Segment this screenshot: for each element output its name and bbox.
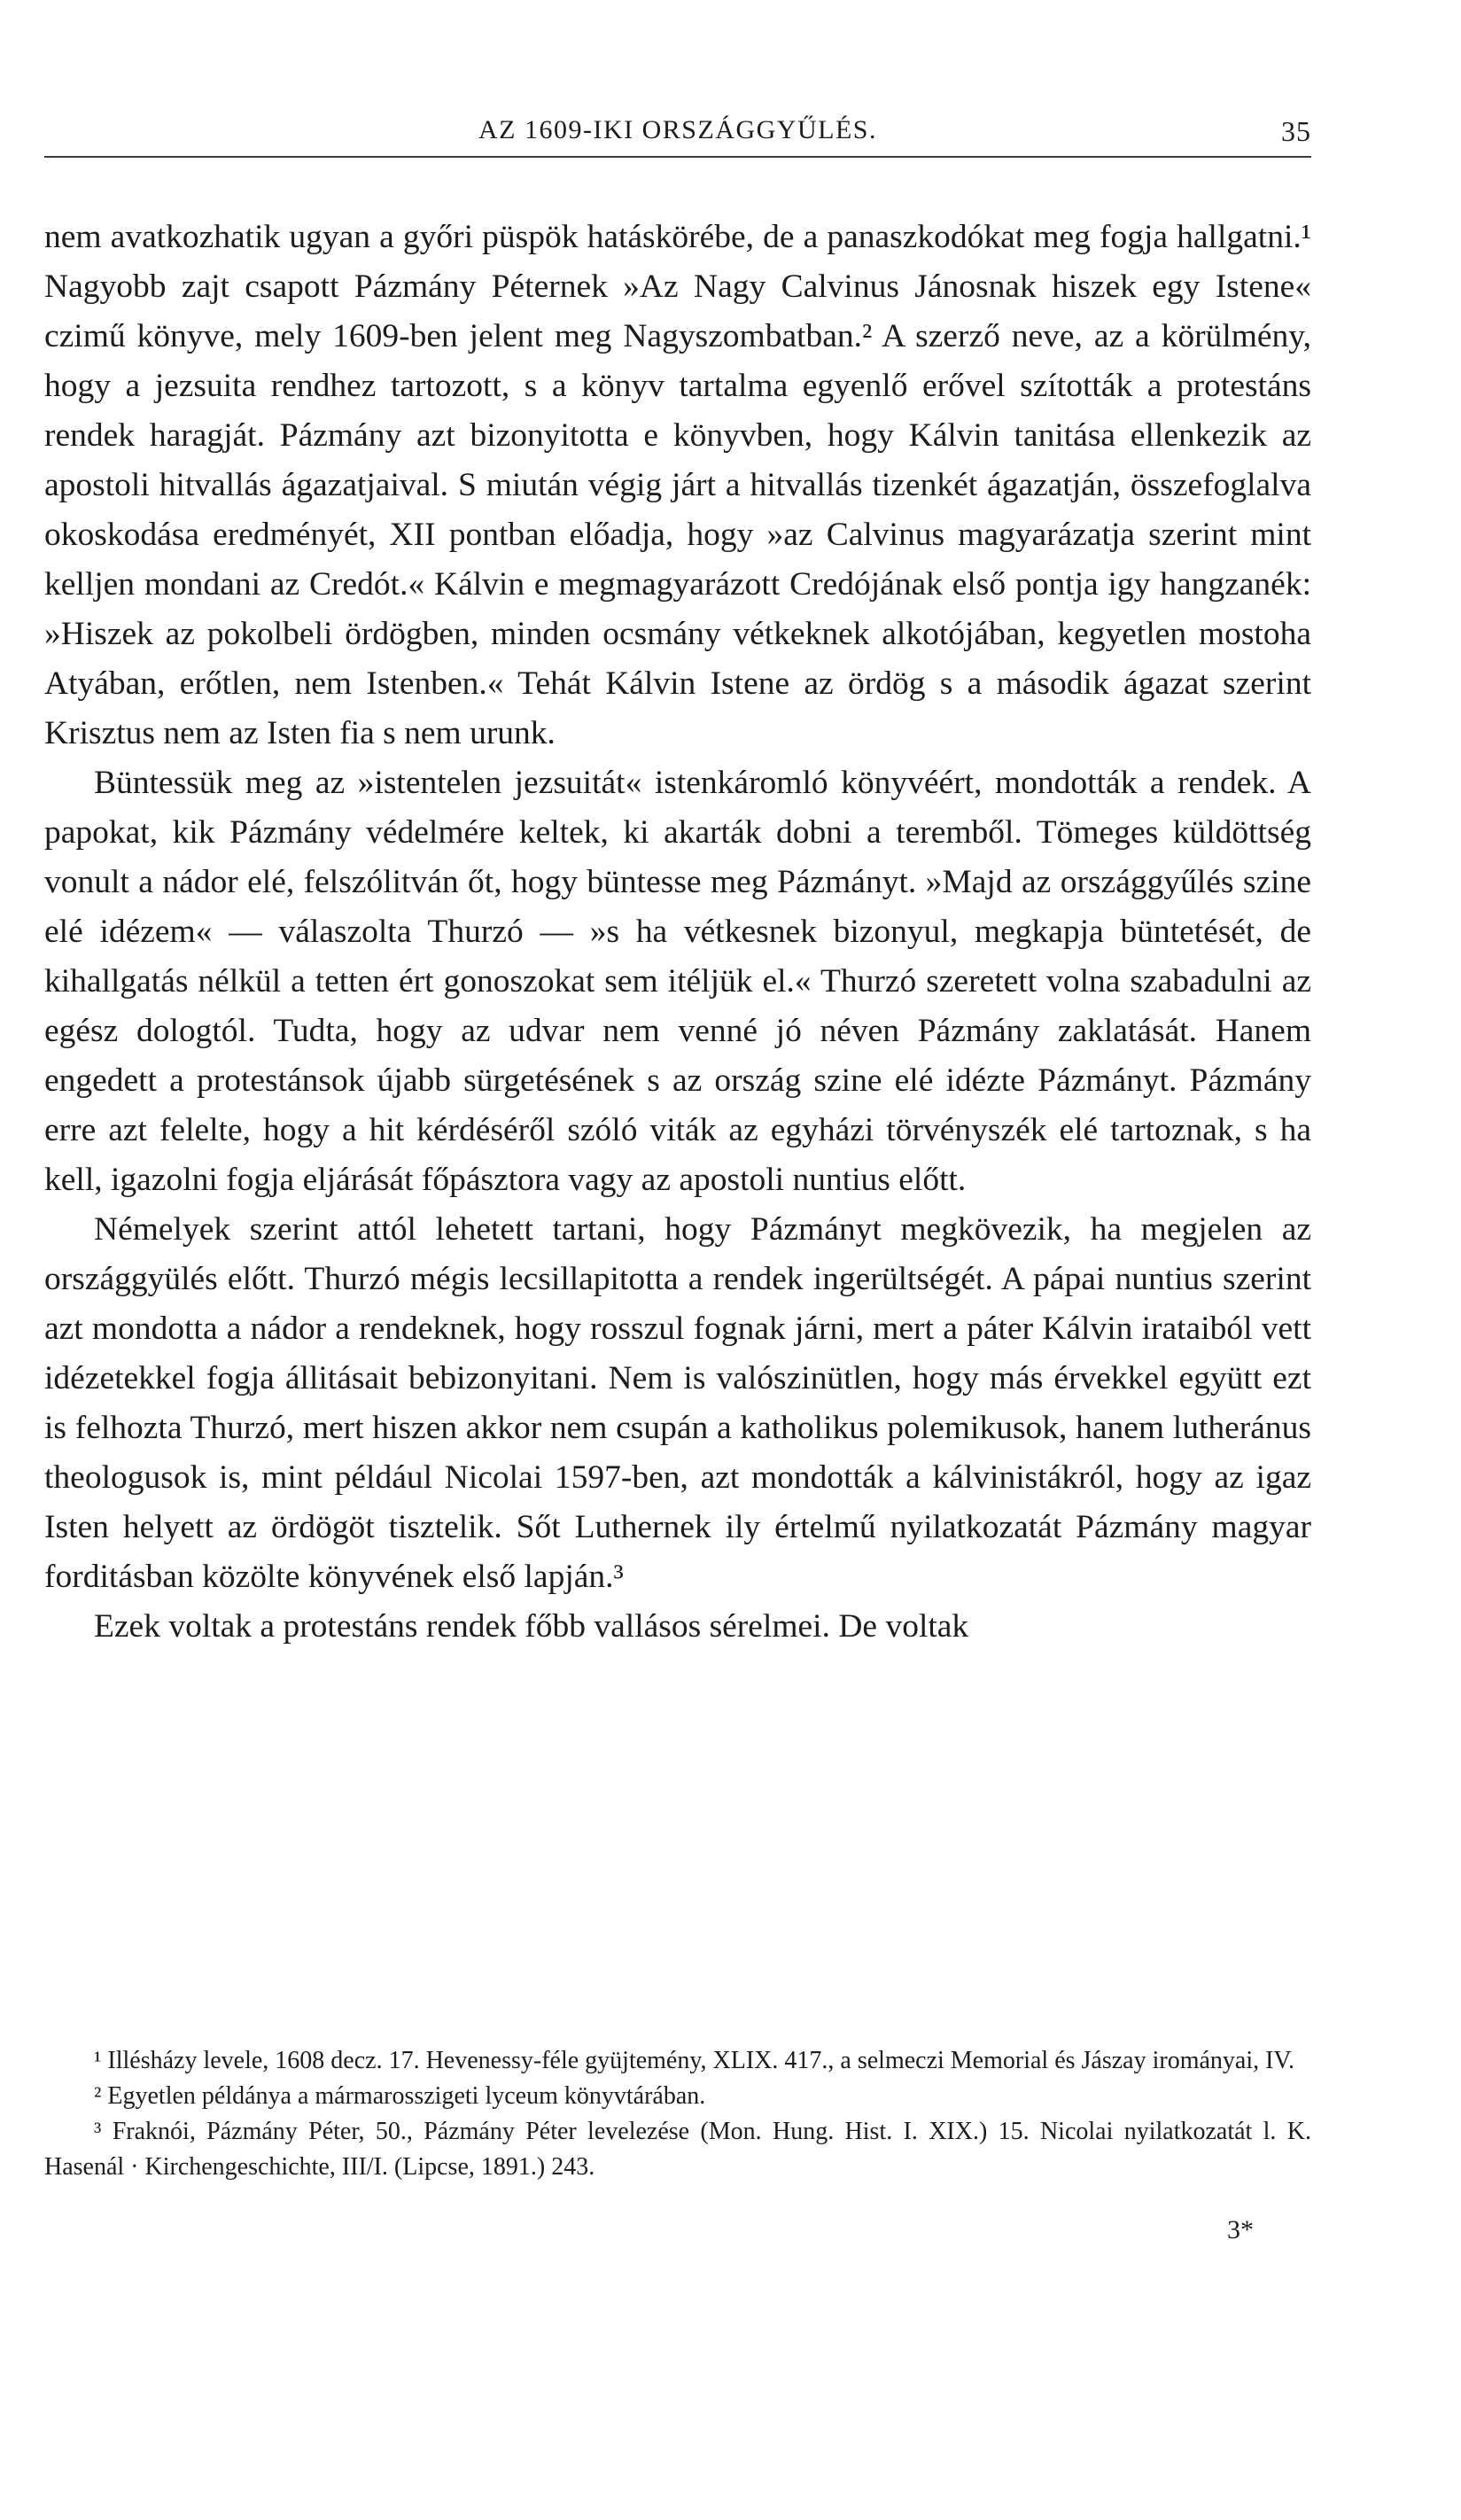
- footnote: ¹ Illésházy levele, 1608 decz. 17. Hevenessy-féle gyüjtemény, XLIX. 417., a selmeczi Memorial és Jászay irományai, IV.: [94, 2047, 1295, 2074]
- paragraph: Ezek voltak a protestáns rendek főbb vallásos sérelmei. De voltak: [94, 1608, 969, 1645]
- paragraph: Büntessük meg az »istentelen jezsuitát« istenkáromló könyvéért, mondották a rendek. A papokat, kik Pázmány védelmére keltek, ki akarták dobni a teremből. Tömeges küldöttség vonult a nádor elé, felszólitván őt, hogy büntesse meg Pázmányt. »Majd az országgyűlés szine elé idézem« — válaszolta Thurzó — »s ha vétkesnek bizonyul, megkapja büntetését, de kihallgatás nélkül a tetten ért gonoszokat sem itéljük el.« Thurzó szeretett volna szabadulni az egész dologtól. Tudta, hogy az udvar nem venné jó néven Pázmány zaklatását. Hanem engedett a protestánsok újabb sürgetésének s az ország szine elé idézte Pázmányt. Pázmány erre azt felelte, hogy a hit kérdéséről szóló viták az egyházi törvényszék elé tartoznak, s ha kell, igazolni fogja eljárását főpásztora vagy az apostoli nuntius előtt.: [44, 765, 1311, 1198]
- main-text: [44, 213, 1311, 1652]
- footnote: ³ Fraknói, Pázmány Péter, 50., Pázmány Péter levelezése (Mon. Hung. Hist. I. XIX.) 15. Nicolai nyilatkozatát l. K. Hasenál · Kirchengeschichte, III/I. (Lipcse, 1891.) 243.: [44, 2118, 1311, 2181]
- footnotes: [44, 2043, 1311, 2185]
- running-header: [44, 115, 1311, 158]
- running-title: AZ 1609-IKI ORSZÁGGYŰLÉS.: [478, 115, 877, 144]
- book-page: [44, 0, 1311, 2520]
- page-number: 35: [1281, 115, 1311, 147]
- paragraph: nem avatkozhatik ugyan a győri püspök hatáskörébe, de a panaszkodókat meg fogja hallgatni.¹ Nagyobb zajt csapott Pázmány Péternek »Az Nagy Calvinus Jánosnak hiszek egy Istene« czimű könyve, mely 1609-ben jelent meg Nagyszombatban.² A szerző neve, az a körülmény, hogy a jezsuita rendhez tartozott, s a könyv tartalma egyenlő erővel szították a protestáns rendek haragját. Pázmány azt bizonyitotta e könyvben, hogy Kálvin tanitása ellenkezik az apostoli hitvallás ágazatjaival. S miután végig járt a hitvallás tizenkét ágazatján, összefoglalva okoskodása eredményét, XII pontban előadja, hogy »az Calvinus magyarázatja szerint mint kelljen mondani az Credót.« Kálvin e megmagyarázott Credójának első pontja igy hangzanék: »Hiszek az pokolbeli ördögben, minden ocsmány vétkeknek alkotójában, kegyetlen mostoha Atyában, erőtlen, nem Istenben.« Tehát Kálvin Istene az ördög s a második ágazat szerint Krisztus nem az Isten fia s nem urunk.: [44, 219, 1311, 751]
- footnote: ² Egyetlen példánya a mármarosszigeti lyceum könyvtárában.: [94, 2082, 706, 2110]
- paragraph: Némelyek szerint attól lehetett tartani, hogy Pázmányt megkövezik, ha megjelen az országgyülés előtt. Thurzó mégis lecsillapitotta a rendek ingerültségét. A pápai nuntius szerint azt mondotta a nádor a rendeknek, hogy rosszul fognak járni, mert a páter Kálvin irataiból vett idézetekkel fogja állitásait bebizonyitani. Nem is valószinütlen, hogy más érvekkel együtt ezt is felhozta Thurzó, mert hiszen akkor nem csupán a katholikus polemikusok, hanem lutheránus theologusok is, mint például Nicolai 1597-ben, azt mondották a kálvinistákról, hogy az igaz Isten helyett az ördögöt tisztelik. Sőt Luthernek ily értelmű nyilatkozatát Pázmány magyar forditásban közölte könyvének első lapján.³: [44, 1211, 1311, 1595]
- signature-mark: 3*: [1227, 2215, 1254, 2244]
